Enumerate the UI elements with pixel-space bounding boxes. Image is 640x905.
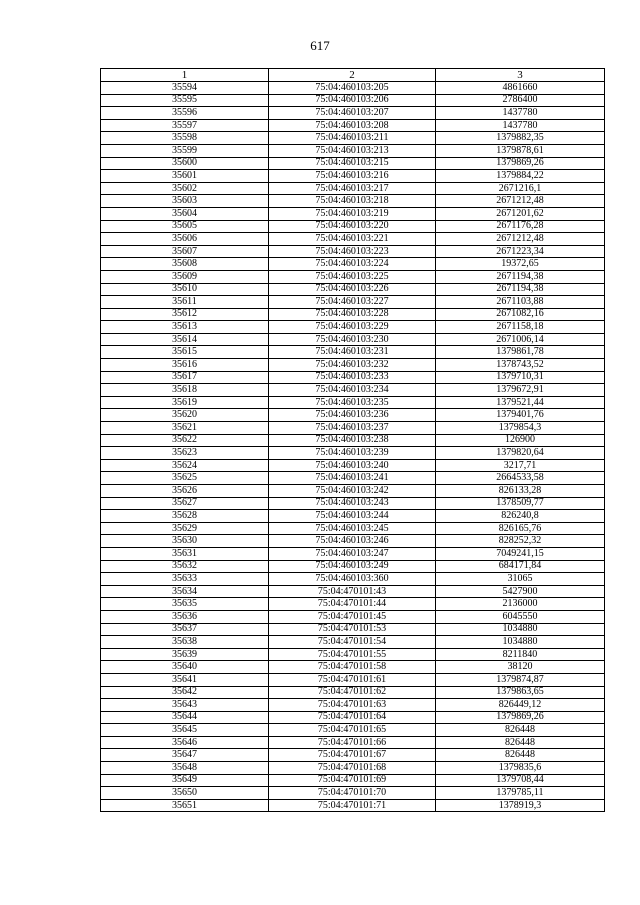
value-cell: 2671194,38 (436, 283, 605, 296)
cadastral-number-cell: 75:04:460103:229 (269, 321, 436, 334)
cadastral-number-cell: 75:04:460103:217 (269, 182, 436, 195)
value-cell: 828252,32 (436, 535, 605, 548)
cadastral-number-cell: 75:04:460103:221 (269, 233, 436, 246)
value-cell: 8211840 (436, 648, 605, 661)
value-cell: 4861660 (436, 82, 605, 95)
row-number-cell: 35616 (101, 359, 269, 372)
row-number-cell: 35604 (101, 207, 269, 220)
cadastral-number-cell: 75:04:460103:235 (269, 396, 436, 409)
row-number-cell: 35596 (101, 107, 269, 120)
value-cell: 1379785,11 (436, 787, 605, 800)
table-row (101, 661, 605, 674)
table-row (101, 233, 605, 246)
row-number-cell: 35624 (101, 459, 269, 472)
value-cell: 2671082,16 (436, 308, 605, 321)
table-row (101, 535, 605, 548)
cadastral-number-cell: 75:04:460103:233 (269, 371, 436, 384)
row-number-cell: 35618 (101, 384, 269, 397)
data-table (100, 68, 605, 812)
cadastral-number-cell: 75:04:470101:58 (269, 661, 436, 674)
table-row (101, 724, 605, 737)
row-number-cell: 35594 (101, 82, 269, 95)
cadastral-number-cell: 75:04:460103:243 (269, 497, 436, 510)
cadastral-number-cell: 75:04:460103:215 (269, 157, 436, 170)
row-number-cell: 35595 (101, 94, 269, 107)
cadastral-number-cell: 75:04:470101:61 (269, 673, 436, 686)
value-cell: 1379884,22 (436, 170, 605, 183)
cadastral-number-cell: 75:04:460103:247 (269, 547, 436, 560)
cadastral-number-cell: 75:04:460103:230 (269, 333, 436, 346)
value-cell: 2671223,34 (436, 245, 605, 258)
cadastral-number-cell: 75:04:470101:63 (269, 699, 436, 712)
row-number-cell: 35603 (101, 195, 269, 208)
cadastral-number-cell: 75:04:470101:67 (269, 749, 436, 762)
cadastral-number-cell: 75:04:470101:71 (269, 799, 436, 812)
table-row (101, 422, 605, 435)
table-row (101, 396, 605, 409)
cadastral-number-cell: 75:04:460103:216 (269, 170, 436, 183)
table-row (101, 711, 605, 724)
value-cell: 1378743,52 (436, 359, 605, 372)
row-number-cell: 35640 (101, 661, 269, 674)
cadastral-number-cell: 75:04:460103:219 (269, 207, 436, 220)
value-cell: 1379401,76 (436, 409, 605, 422)
cadastral-number-cell: 75:04:460103:360 (269, 573, 436, 586)
table-row (101, 409, 605, 422)
row-number-cell: 35626 (101, 485, 269, 498)
value-cell: 2671176,28 (436, 220, 605, 233)
table-row (101, 245, 605, 258)
table-row (101, 258, 605, 271)
page-number: 617 (310, 38, 330, 53)
row-number-cell: 35597 (101, 119, 269, 132)
row-number-cell: 35641 (101, 673, 269, 686)
cadastral-number-cell: 75:04:460103:246 (269, 535, 436, 548)
table-row (101, 749, 605, 762)
row-number-cell: 35598 (101, 132, 269, 145)
cadastral-number-cell: 75:04:460103:211 (269, 132, 436, 145)
table-row (101, 384, 605, 397)
row-number-cell: 35605 (101, 220, 269, 233)
table-row (101, 522, 605, 535)
cadastral-number-cell: 75:04:460103:240 (269, 459, 436, 472)
value-cell: 38120 (436, 661, 605, 674)
table-row (101, 547, 605, 560)
cadastral-number-cell: 75:04:460103:236 (269, 409, 436, 422)
table-row (101, 82, 605, 95)
table-row (101, 636, 605, 649)
table-header-row (101, 69, 605, 82)
row-number-cell: 35633 (101, 573, 269, 586)
row-number-cell: 35650 (101, 787, 269, 800)
value-cell: 826448 (436, 749, 605, 762)
value-cell: 1379874,87 (436, 673, 605, 686)
table-row (101, 270, 605, 283)
row-number-cell: 35599 (101, 144, 269, 157)
table-row (101, 195, 605, 208)
row-number-cell: 35622 (101, 434, 269, 447)
table-row (101, 283, 605, 296)
row-number-cell: 35614 (101, 333, 269, 346)
table-row (101, 736, 605, 749)
row-number-cell: 35607 (101, 245, 269, 258)
cadastral-number-cell: 75:04:460103:245 (269, 522, 436, 535)
value-cell: 1379854,3 (436, 422, 605, 435)
table-row (101, 610, 605, 623)
row-number-cell: 35623 (101, 447, 269, 460)
cadastral-number-cell: 75:04:470101:62 (269, 686, 436, 699)
value-cell: 1379869,26 (436, 711, 605, 724)
table-row (101, 699, 605, 712)
value-cell: 19372,65 (436, 258, 605, 271)
cadastral-number-cell: 75:04:470101:55 (269, 648, 436, 661)
value-cell: 6045550 (436, 610, 605, 623)
value-cell: 7049241,15 (436, 547, 605, 560)
cadastral-number-cell: 75:04:460103:226 (269, 283, 436, 296)
table-row (101, 787, 605, 800)
row-number-cell: 35621 (101, 422, 269, 435)
table-row (101, 447, 605, 460)
cadastral-number-cell: 75:04:470101:64 (269, 711, 436, 724)
row-number-cell: 35643 (101, 699, 269, 712)
row-number-cell: 35615 (101, 346, 269, 359)
row-number-cell: 35601 (101, 170, 269, 183)
value-cell: 1379878,61 (436, 144, 605, 157)
value-cell: 2786400 (436, 94, 605, 107)
row-number-cell: 35631 (101, 547, 269, 560)
table-row (101, 510, 605, 523)
row-number-cell: 35610 (101, 283, 269, 296)
cadastral-number-cell: 75:04:470101:54 (269, 636, 436, 649)
table-row (101, 346, 605, 359)
row-number-cell: 35644 (101, 711, 269, 724)
value-cell: 126900 (436, 434, 605, 447)
row-number-cell: 35628 (101, 510, 269, 523)
table-row (101, 774, 605, 787)
value-cell: 826133,28 (436, 485, 605, 498)
cadastral-number-cell: 75:04:470101:69 (269, 774, 436, 787)
row-number-cell: 35620 (101, 409, 269, 422)
cadastral-number-cell: 75:04:460103:237 (269, 422, 436, 435)
table-row (101, 308, 605, 321)
row-number-cell: 35611 (101, 296, 269, 309)
row-number-cell: 35632 (101, 560, 269, 573)
value-cell: 1379820,64 (436, 447, 605, 460)
value-cell: 1034880 (436, 623, 605, 636)
value-cell: 1378509,77 (436, 497, 605, 510)
table-row (101, 648, 605, 661)
value-cell: 1379882,35 (436, 132, 605, 145)
row-number-cell: 35649 (101, 774, 269, 787)
row-number-cell: 35642 (101, 686, 269, 699)
value-cell: 1437780 (436, 119, 605, 132)
value-cell: 1437780 (436, 107, 605, 120)
value-cell: 1379521,44 (436, 396, 605, 409)
table-body (101, 82, 605, 812)
row-number-cell: 35600 (101, 157, 269, 170)
value-cell: 2671201,62 (436, 207, 605, 220)
column-header-2: 2 (269, 69, 436, 82)
value-cell: 826448 (436, 724, 605, 737)
value-cell: 1379708,44 (436, 774, 605, 787)
cadastral-number-cell: 75:04:470101:66 (269, 736, 436, 749)
table-row (101, 107, 605, 120)
cadastral-number-cell: 75:04:470101:70 (269, 787, 436, 800)
row-number-cell: 35634 (101, 585, 269, 598)
row-number-cell: 35637 (101, 623, 269, 636)
cadastral-number-cell: 75:04:460103:223 (269, 245, 436, 258)
table-row (101, 560, 605, 573)
value-cell: 1379672,91 (436, 384, 605, 397)
cadastral-number-cell: 75:04:460103:239 (269, 447, 436, 460)
table-row (101, 799, 605, 812)
value-cell: 2671006,14 (436, 333, 605, 346)
cadastral-number-cell: 75:04:460103:227 (269, 296, 436, 309)
cadastral-number-cell: 75:04:470101:65 (269, 724, 436, 737)
row-number-cell: 35613 (101, 321, 269, 334)
table-row (101, 119, 605, 132)
row-number-cell: 35639 (101, 648, 269, 661)
cadastral-number-cell: 75:04:460103:206 (269, 94, 436, 107)
table-row (101, 132, 605, 145)
cadastral-number-cell: 75:04:460103:231 (269, 346, 436, 359)
value-cell: 1378919,3 (436, 799, 605, 812)
cadastral-number-cell: 75:04:460103:244 (269, 510, 436, 523)
cadastral-number-cell: 75:04:470101:53 (269, 623, 436, 636)
row-number-cell: 35606 (101, 233, 269, 246)
cadastral-number-cell: 75:04:460103:249 (269, 560, 436, 573)
table-row (101, 157, 605, 170)
cadastral-number-cell: 75:04:460103:220 (269, 220, 436, 233)
table-row (101, 296, 605, 309)
table-row (101, 321, 605, 334)
row-number-cell: 35629 (101, 522, 269, 535)
cadastral-number-cell: 75:04:460103:213 (269, 144, 436, 157)
row-number-cell: 35647 (101, 749, 269, 762)
row-number-cell: 35619 (101, 396, 269, 409)
table-row (101, 686, 605, 699)
cadastral-number-cell: 75:04:460103:234 (269, 384, 436, 397)
row-number-cell: 35608 (101, 258, 269, 271)
table-row (101, 94, 605, 107)
table-row (101, 573, 605, 586)
value-cell: 2671158,18 (436, 321, 605, 334)
row-number-cell: 35617 (101, 371, 269, 384)
row-number-cell: 35602 (101, 182, 269, 195)
value-cell: 1379835,6 (436, 762, 605, 775)
table-row (101, 598, 605, 611)
row-number-cell: 35648 (101, 762, 269, 775)
cadastral-number-cell: 75:04:470101:45 (269, 610, 436, 623)
table-row (101, 459, 605, 472)
cadastral-number-cell: 75:04:460103:242 (269, 485, 436, 498)
value-cell: 1379863,65 (436, 686, 605, 699)
cadastral-number-cell: 75:04:460103:228 (269, 308, 436, 321)
table-row (101, 585, 605, 598)
cadastral-number-cell: 75:04:460103:218 (269, 195, 436, 208)
table-row (101, 673, 605, 686)
value-cell: 826449,12 (436, 699, 605, 712)
row-number-cell: 35627 (101, 497, 269, 510)
table-row (101, 497, 605, 510)
value-cell: 31065 (436, 573, 605, 586)
cadastral-number-cell: 75:04:460103:241 (269, 472, 436, 485)
table-row (101, 333, 605, 346)
cadastral-number-cell: 75:04:460103:208 (269, 119, 436, 132)
row-number-cell: 35645 (101, 724, 269, 737)
cadastral-number-cell: 75:04:470101:68 (269, 762, 436, 775)
value-cell: 2664533,58 (436, 472, 605, 485)
value-cell: 1379869,26 (436, 157, 605, 170)
table-row (101, 623, 605, 636)
row-number-cell: 35625 (101, 472, 269, 485)
cadastral-number-cell: 75:04:460103:207 (269, 107, 436, 120)
value-cell: 684171,84 (436, 560, 605, 573)
row-number-cell: 35609 (101, 270, 269, 283)
table-row (101, 207, 605, 220)
table-row (101, 434, 605, 447)
cadastral-number-cell: 75:04:460103:205 (269, 82, 436, 95)
cadastral-number-cell: 75:04:460103:224 (269, 258, 436, 271)
value-cell: 1379710,31 (436, 371, 605, 384)
row-number-cell: 35635 (101, 598, 269, 611)
table-row (101, 359, 605, 372)
value-cell: 2671194,38 (436, 270, 605, 283)
table-row (101, 762, 605, 775)
row-number-cell: 35646 (101, 736, 269, 749)
value-cell: 5427900 (436, 585, 605, 598)
table-row (101, 472, 605, 485)
cadastral-number-cell: 75:04:470101:44 (269, 598, 436, 611)
table-row (101, 182, 605, 195)
column-header-3: 3 (436, 69, 605, 82)
cadastral-number-cell: 75:04:460103:238 (269, 434, 436, 447)
value-cell: 826240,8 (436, 510, 605, 523)
value-cell: 2671212,48 (436, 233, 605, 246)
row-number-cell: 35630 (101, 535, 269, 548)
value-cell: 2136000 (436, 598, 605, 611)
row-number-cell: 35638 (101, 636, 269, 649)
value-cell: 2671103,88 (436, 296, 605, 309)
column-header-1: 1 (101, 69, 269, 82)
cadastral-number-cell: 75:04:460103:232 (269, 359, 436, 372)
table-row (101, 371, 605, 384)
cadastral-number-cell: 75:04:460103:225 (269, 270, 436, 283)
table-row (101, 170, 605, 183)
value-cell: 2671212,48 (436, 195, 605, 208)
row-number-cell: 35651 (101, 799, 269, 812)
table-row (101, 220, 605, 233)
row-number-cell: 35612 (101, 308, 269, 321)
value-cell: 2671216,1 (436, 182, 605, 195)
table-row (101, 144, 605, 157)
cadastral-number-cell: 75:04:470101:43 (269, 585, 436, 598)
value-cell: 1379861,78 (436, 346, 605, 359)
value-cell: 826448 (436, 736, 605, 749)
value-cell: 1034880 (436, 636, 605, 649)
table-row (101, 485, 605, 498)
row-number-cell: 35636 (101, 610, 269, 623)
value-cell: 3217,71 (436, 459, 605, 472)
value-cell: 826165,76 (436, 522, 605, 535)
